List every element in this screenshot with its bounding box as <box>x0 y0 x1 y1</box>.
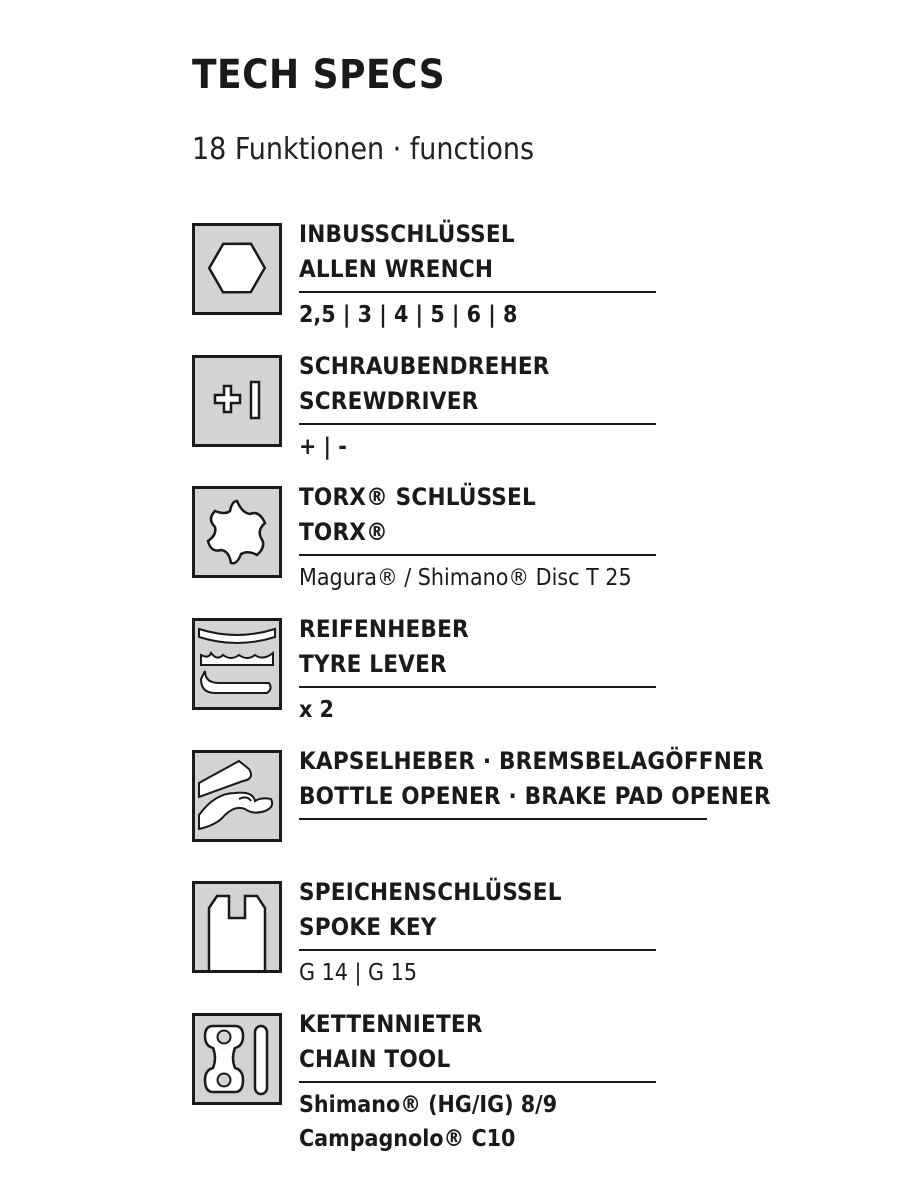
divider <box>299 423 656 425</box>
spec-label-de: INBUSSCHLÜSSEL <box>299 220 515 248</box>
divider <box>299 1081 656 1083</box>
spec-detail: 2,5 | 3 | 4 | 5 | 6 | 8 <box>299 302 518 328</box>
spec-label-en: ALLEN WRENCH <box>299 255 494 283</box>
tyre-lever-icon <box>192 618 282 710</box>
spec-detail: + | - <box>299 434 347 460</box>
spec-detail: G 14 | G 15 <box>299 960 417 986</box>
spec-detail: Magura® / Shimano® Disc T 25 <box>299 565 632 591</box>
spec-label-de: KETTENNIETER <box>299 1010 483 1038</box>
divider <box>299 686 656 688</box>
spec-label-en: TYRE LEVER <box>299 650 447 678</box>
spec-label-en: SCREWDRIVER <box>299 387 479 415</box>
page-title: TECH SPECS <box>192 52 446 98</box>
divider <box>299 291 656 293</box>
spec-label-en: SPOKE KEY <box>299 913 437 941</box>
screwdriver-icon <box>192 355 282 447</box>
functions-count: 18 Funktionen · functions <box>192 132 535 167</box>
spec-detail: Campagnolo® C10 <box>299 1126 516 1152</box>
spec-label-de: SCHRAUBENDREHER <box>299 352 550 380</box>
chain-tool-icon <box>192 1013 282 1105</box>
bottle-opener-icon <box>192 750 282 842</box>
spec-label-de: TORX® SCHLÜSSEL <box>299 483 536 511</box>
spec-label-de: SPEICHENSCHLÜSSEL <box>299 878 562 906</box>
spec-detail: x 2 <box>299 697 334 723</box>
hexagon-icon <box>192 223 282 315</box>
spoke-key-icon <box>192 881 282 973</box>
divider <box>299 949 656 951</box>
spec-label-en: BOTTLE OPENER · BRAKE PAD OPENER <box>299 782 771 810</box>
spec-label-en: CHAIN TOOL <box>299 1045 451 1073</box>
divider <box>299 554 656 556</box>
spec-detail: Shimano® (HG/IG) 8/9 <box>299 1092 558 1118</box>
divider <box>299 818 707 820</box>
torx-star-icon <box>192 486 282 578</box>
spec-label-de: KAPSELHEBER · BREMSBELAGÖFFNER <box>299 747 764 775</box>
spec-label-de: REIFENHEBER <box>299 615 469 643</box>
spec-label-en: TORX® <box>299 518 388 546</box>
